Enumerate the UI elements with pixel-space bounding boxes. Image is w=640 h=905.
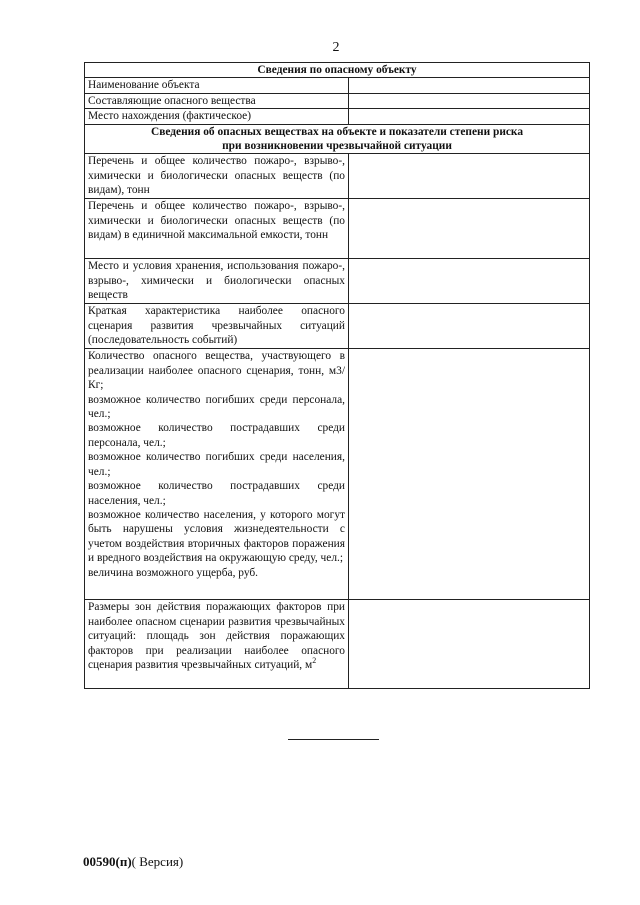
table-row (85, 154, 590, 199)
footer-code: 00590(п) (83, 854, 132, 869)
row-value-cell (349, 78, 590, 93)
table-row (85, 600, 590, 689)
table-row (85, 349, 590, 600)
row-value-cell (349, 349, 590, 600)
row-value-cell (349, 600, 590, 689)
row-label-storage-conditions: Место и условия хранения, использования пожаро-, взрыво-, химически и биологически опасных веществ (85, 259, 349, 304)
row-value-cell (349, 154, 590, 199)
table-row (85, 304, 590, 349)
table-row (85, 93, 590, 108)
page-number: 2 (332, 40, 340, 55)
hazard-info-table (84, 62, 590, 689)
row-label-location: Место нахождения (фактическое) (85, 109, 349, 124)
section-title-substances (85, 124, 590, 154)
consequence-item: возможное количество населения, у которого могут быть нарушены условия жизнедеятельности с учетом воздействия вторичных факторов поражения и вредного воздействия на окружающую среду, чел.; (88, 508, 345, 565)
row-value-cell (349, 199, 590, 259)
zone-sizes-text: Размеры зон действия поражающих факторов при наиболее опасном сценарии развития чрезвычайных ситуаций: площадь зон действия поражающих факторов при реализации наиболее опасного сценария развития чрезвычайных ситуаций, м (88, 601, 345, 672)
row-label-zone-sizes (85, 600, 349, 689)
row-label-max-vessel: Перечень и общее количество пожаро-, взрыво-, химически и биологически опасных веществ (по видам) в единичной максимальной емкости, тонн (85, 199, 349, 259)
table-row (85, 199, 590, 259)
superscript-unit: 2 (312, 656, 317, 666)
section-header-row (85, 124, 590, 154)
consequence-item: величина возможного ущерба, руб. (88, 566, 259, 579)
table-row (85, 78, 590, 93)
consequence-item: возможное количество пострадавших среди персонала, чел.; (88, 422, 345, 449)
row-label-consequences (85, 349, 349, 600)
row-value-cell (349, 93, 590, 108)
table-row (85, 109, 590, 124)
section-title-line: Сведения об опасных веществах на объекте и показатели степени риска (150, 125, 524, 138)
row-label-object-name: Наименование объекта (85, 78, 349, 93)
row-label-substance-components: Составляющие опасного вещества (85, 93, 349, 108)
row-value-cell (349, 109, 590, 124)
consequence-item: Количество опасного вещества, участвующего в реализации наиболее опасного сценария, тонн, м3/Кг; (88, 350, 345, 392)
end-of-form-rule (288, 739, 379, 740)
row-label-scenario-description: Краткая характеристика наиболее опасного сценария развития чрезвычайных ситуаций (последовательность событий) (85, 304, 349, 349)
section-title-object: Сведения по опасному объекту (85, 63, 590, 78)
consequence-item: возможное количество погибших среди персонала, чел.; (88, 393, 345, 421)
section-header-row (85, 63, 590, 78)
footer-version: ( Версия) (131, 854, 184, 869)
consequence-item: возможное количество пострадавших среди населения, чел.; (88, 480, 345, 507)
footer (83, 854, 183, 870)
consequence-item: возможное количество погибших среди населения, чел.; (88, 451, 345, 478)
table-row (85, 259, 590, 304)
row-label-total-quantity: Перечень и общее количество пожаро-, взрыво-, химически и биологически опасных веществ (по видам), тонн (85, 154, 349, 199)
row-value-cell (349, 259, 590, 304)
row-value-cell (349, 304, 590, 349)
section-title-line: при возникновении чрезвычайной ситуации (222, 140, 452, 153)
